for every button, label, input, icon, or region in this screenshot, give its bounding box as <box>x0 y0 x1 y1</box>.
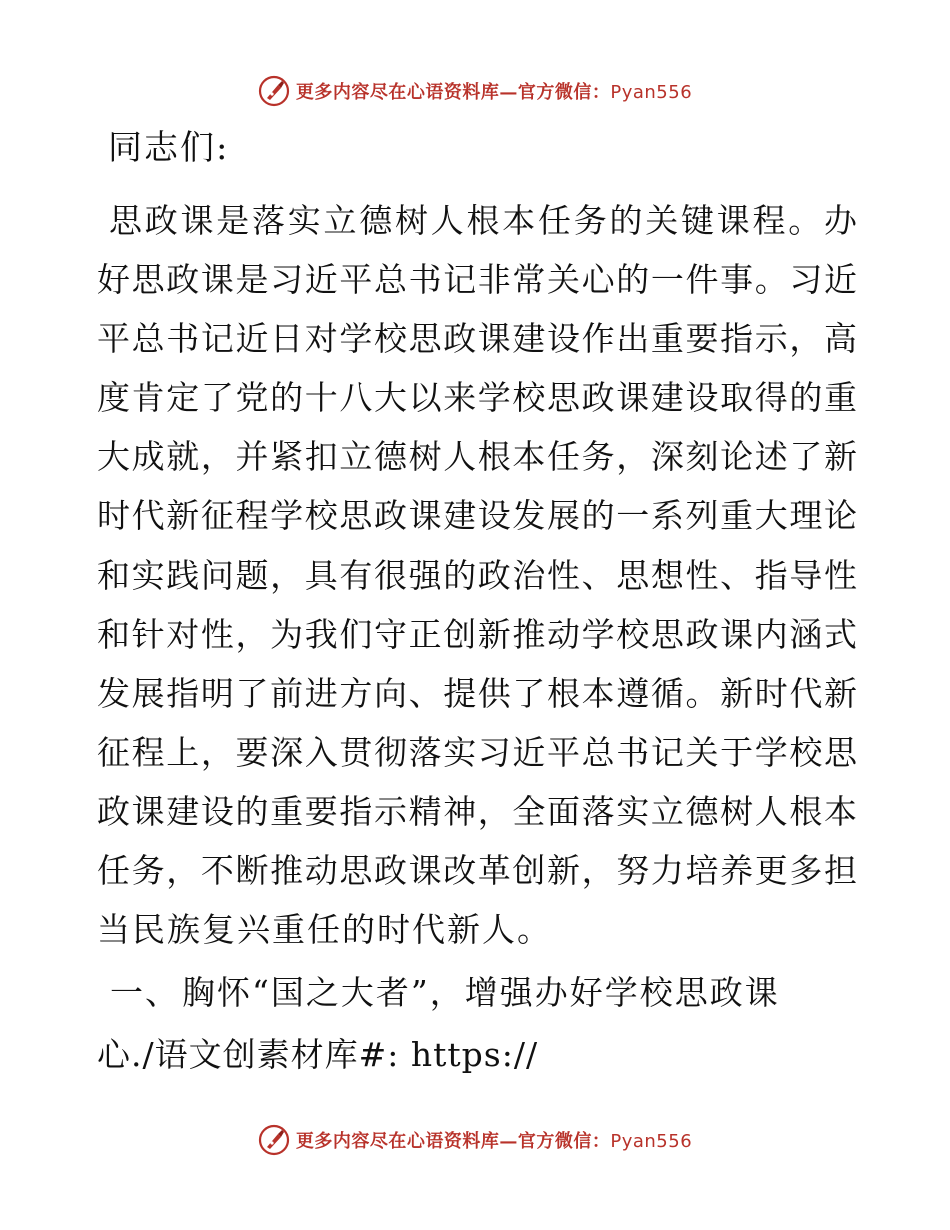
section-title: 胸怀“国之大者”，增强办好学校思政课 <box>182 973 780 1012</box>
paragraph-line: 发展指明了前进方向、提供了根本遵循。新时代新 <box>97 673 857 713</box>
paragraph-line: 征程上，要深入贯彻落实习近平总书记关于学校思 <box>97 732 857 772</box>
paragraph-line: 思政课是落实立德树人根本任务的关键课程。办 <box>109 201 857 240</box>
watermark-wechat-id: Pyan556 <box>610 1131 693 1152</box>
watermark-footer <box>0 1120 950 1160</box>
paragraph-line: 度肯定了党的十八大以来学校思政课建设取得的重 <box>97 378 857 418</box>
section-heading <box>110 965 780 1021</box>
body-paragraph <box>97 191 857 959</box>
paragraph-line: 好思政课是习近平总书记非常关心的一件事。习近 <box>97 260 857 300</box>
watermark-label: 更多内容尽在心语资料库—官方微信： <box>295 1131 611 1152</box>
pen-nib-logo-icon <box>258 75 290 107</box>
paragraph-line: 任务，不断推动思政课改革创新，努力培养更多担 <box>97 851 857 891</box>
watermark-wechat-id: Pyan556 <box>610 82 693 103</box>
watermark-text <box>296 1127 692 1153</box>
greeting: 同志们: <box>108 128 230 168</box>
paragraph-line: 平总书记近日对学校思政课建设作出重要指示，高 <box>97 319 857 359</box>
watermark-label: 更多内容尽在心语资料库—官方微信： <box>295 82 611 103</box>
pen-nib-logo-icon <box>258 1124 290 1156</box>
paragraph-line: 和针对性，为我们守正创新推动学校思政课内涵式 <box>97 614 857 654</box>
trailing-text-line: 心./语文创素材库#: https:// <box>97 1035 539 1074</box>
section-number: 一、 <box>110 973 180 1012</box>
paragraph-line: 大成就，并紧扣立德树人根本任务，深刻论述了新 <box>97 437 857 477</box>
paragraph-line: 政课建设的重要指示精神，全面落实立德树人根本 <box>97 791 857 831</box>
watermark-header <box>0 71 950 111</box>
paragraph-line: 当民族复兴重任的时代新人。 <box>97 910 552 950</box>
paragraph-line: 时代新征程学校思政课建设发展的一系列重大理论 <box>97 496 857 536</box>
paragraph-line: 和实践问题，具有很强的政治性、思想性、指导性 <box>97 555 857 595</box>
watermark-text <box>296 78 692 104</box>
